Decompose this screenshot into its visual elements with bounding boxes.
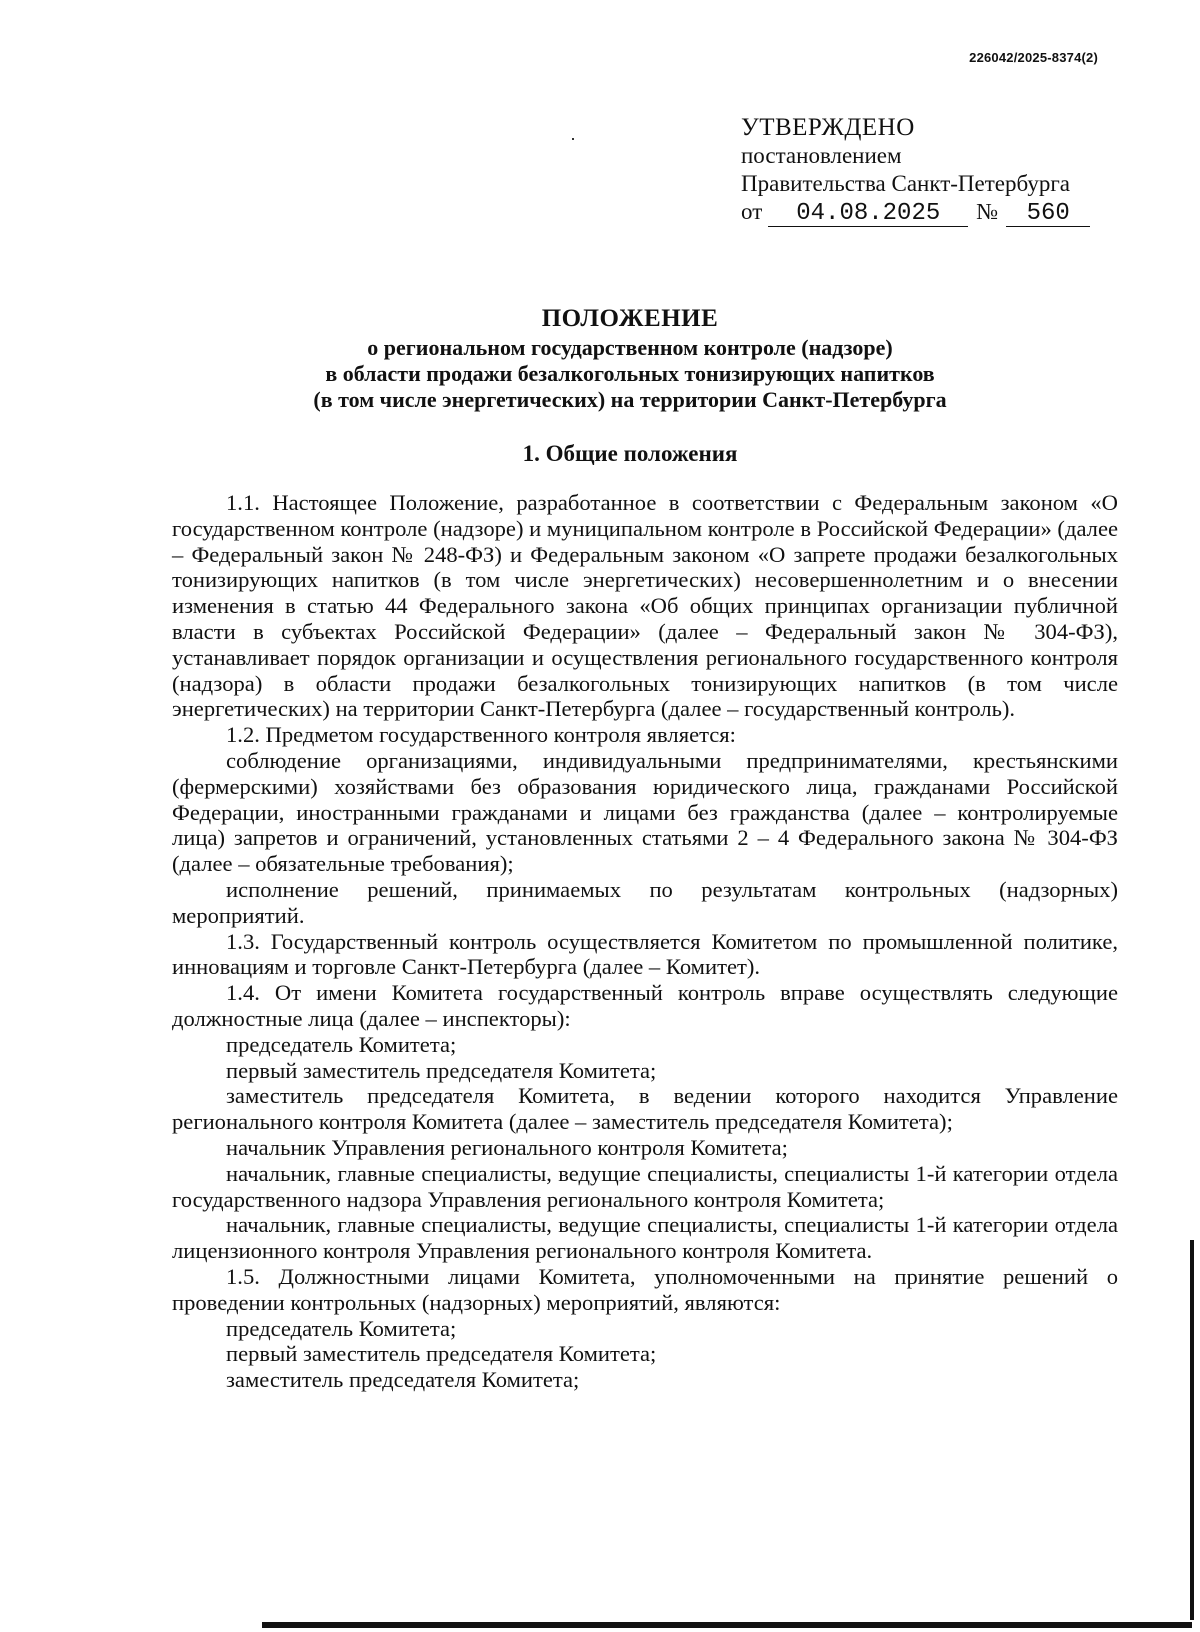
paragraph-1-5-item-1: председатель Комитета; — [226, 1315, 457, 1341]
approval-date-number-line — [741, 198, 1090, 227]
paragraph-1-4-item-5: начальник, главные специалисты, ведущие специалисты, специалисты 1-й категории отдела государственного надзора Управления регионального контроля Комитета; — [172, 1160, 1118, 1212]
paragraph-1-5: 1.5. Должностными лицами Комитета, уполномоченными на принятие решений о проведении контрольных (надзорных) мероприятий, являются: — [172, 1263, 1118, 1315]
paragraph-1-4-item-4: начальник Управления регионального контроля Комитета; — [226, 1134, 788, 1160]
document-subtitle-line-2: в области продажи безалкогольных тонизирующих напитков — [325, 361, 935, 386]
date-prefix: от — [741, 199, 763, 224]
approved-by-line-1: постановлением — [741, 143, 902, 168]
paragraph-1-2: 1.2. Предметом государственного контроля является: — [226, 722, 736, 748]
scan-edge-shadow-right — [1190, 1240, 1194, 1620]
document-title-block — [170, 303, 1090, 413]
scan-speck — [572, 138, 574, 140]
number-prefix: № — [976, 199, 999, 224]
paragraph-1-4-item-2: первый заместитель председателя Комитета; — [226, 1057, 657, 1083]
paragraph-1-3: 1.3. Государственный контроль осуществляется Комитетом по промышленной политике, инновациям и торговле Санкт-Петербурга (далее – Комитет). — [172, 928, 1118, 980]
section-1-body — [172, 490, 1118, 1393]
paragraph-1-5-item-3: заместитель председателя Комитета; — [226, 1367, 580, 1393]
approved-label: УТВЕРЖДЕНО — [741, 114, 915, 141]
paragraph-1-1: 1.1. Настоящее Положение, разработанное в соответствии с Федеральным законом «О государственном контроле (надзоре) и муниципальном контроле в Российской Федерации» (далее – Федеральный закон № 248-ФЗ) и Федеральным законом «О запрете продажи безалкогольных тонизирующих напитков (в том числе энергетических) несовершеннолетним и о внесении изменения в статью 44 Федерального закона «Об общих принципах организации публичной власти в субъектах Российской Федерации» (далее – Федеральный закон № 304-ФЗ), устанавливает порядок организации и осуществления регионального государственного контроля (надзора) в области продажи безалкогольных тонизирующих напитков (в том числе энергетических) на территории Санкт-Петербурга (далее – государственный контроль). — [172, 490, 1118, 722]
approval-date: 04.08.2025 — [768, 202, 968, 227]
document-registration-number: 226042/2025-8374(2) — [969, 50, 1098, 65]
approved-by-line-2: Правительства Санкт-Петербурга — [741, 171, 1070, 196]
paragraph-1-2-item-1: соблюдение организациями, индивидуальными предпринимателями, крестьянскими (фермерскими) хозяйствами без образования юридического лица, гражданами Российской Федерации, иностранными гражданами и лицами без гражданства (далее – контролируемые лица) запретов и ограничений, установленных статьями 2 – 4 Федерального закона № 304-ФЗ (далее – обязательные требования); — [172, 747, 1118, 877]
paragraph-1-4-item-3: заместитель председателя Комитета, в ведении которого находится Управление регионального контроля Комитета (далее – заместитель председателя Комитета); — [172, 1083, 1118, 1135]
paragraph-1-2-item-2: исполнение решений, принимаемых по результатам контрольных (надзорных) мероприятий. — [172, 876, 1118, 928]
approval-stamp-block — [741, 114, 1090, 227]
paragraph-1-4: 1.4. От имени Комитета государственный контроль вправе осуществлять следующие должностные лица (далее – инспекторы): — [172, 980, 1118, 1031]
paragraph-1-4-item-1: председатель Комитета; — [226, 1031, 457, 1057]
paragraph-1-5-item-2: первый заместитель председателя Комитета; — [226, 1341, 657, 1367]
approval-number: 560 — [1006, 202, 1090, 227]
document-subtitle-line-1: о региональном государственном контроле (надзоре) — [367, 335, 893, 360]
document-title: ПОЛОЖЕНИЕ — [541, 305, 719, 332]
paragraph-1-4-item-6: начальник, главные специалисты, ведущие специалисты, специалисты 1-й категории отдела лицензионного контроля Управления регионального контроля Комитета. — [172, 1212, 1118, 1264]
section-1-heading: 1. Общие положения — [522, 441, 738, 466]
document-subtitle-line-3: (в том числе энергетических) на территории Санкт-Петербурга — [313, 387, 947, 412]
scan-edge-shadow-bottom — [262, 1622, 1192, 1628]
